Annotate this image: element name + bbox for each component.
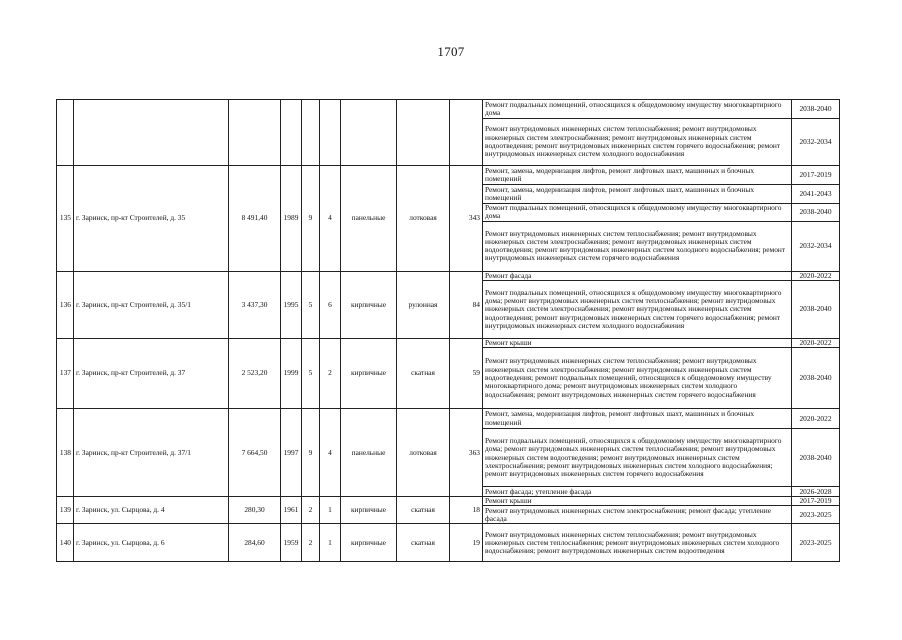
floors-count: 9 <box>302 166 320 272</box>
roof-type: рулонная <box>397 271 450 338</box>
work-period: 2026-2028 <box>792 487 840 497</box>
floors-count: 5 <box>302 271 320 338</box>
work-period: 2032-2034 <box>792 119 840 166</box>
entrances-count: 1 <box>320 524 341 562</box>
floors-count: 2 <box>302 497 320 524</box>
wall-material: кирпичные <box>341 497 397 524</box>
flats-count: 59 <box>450 338 483 408</box>
house-area: 284,60 <box>229 524 281 562</box>
row-number: 135 <box>57 166 74 272</box>
work-period: 2023-2025 <box>792 506 840 524</box>
house-address: г. Заринск, ул. Сырцова, д. 6 <box>74 524 229 562</box>
house-area: 7 664,50 <box>229 409 281 497</box>
work-description: Ремонт фасада <box>483 271 792 280</box>
work-period: 2023-2025 <box>792 524 840 562</box>
work-description: Ремонт, замена, модернизация лифтов, ремонт лифтовых шахт, машинных и блочных помещений <box>483 166 792 185</box>
wall-material: панельные <box>341 409 397 497</box>
work-period: 2038-2040 <box>792 280 840 338</box>
work-period: 2020-2022 <box>792 338 840 347</box>
house-address: г. Заринск, ул. Сырцова, д. 4 <box>74 497 229 524</box>
house-address: г. Заринск, пр-кт Строителей, д. 37 <box>74 338 229 408</box>
floors-count <box>302 100 320 166</box>
table-row <box>57 271 840 280</box>
work-description: Ремонт внутридомовых инженерных систем теплоснабжения; ремонт внутридомовых инженерных систем электроснабжения; ремонт внутридомовых инженерных систем водоотведения; ремонт внутридомовых инженерных систем холодного водоснабжения; ремонт внутридомовых инженерных систем горячего водоснабжения <box>483 221 792 271</box>
build-year <box>281 100 302 166</box>
table-row <box>57 497 840 506</box>
capital-repair-table <box>56 99 840 562</box>
flats-count: 343 <box>450 166 483 272</box>
build-year: 1997 <box>281 409 302 497</box>
house-address: г. Заринск, пр-кт Строителей, д. 35/1 <box>74 271 229 338</box>
wall-material: кирпичные <box>341 338 397 408</box>
work-description: Ремонт подвальных помещений, относящихся к общедомовому имуществу многоквартирного дома; ремонт внутридомовых инженерных систем теплоснабжения; ремонт внутридомовых инженерных систем водоотведения; ремонт внутридомовых инженерных систем электроснабжения; ремонт внутридомовых инженерных систем холодного водоснабжения; ремонт внутридомовых инженерных систем горячего водоснабжения <box>483 429 792 487</box>
work-description: Ремонт внутридомовых инженерных систем теплоснабжения; ремонт внутридомовых инженерных систем электроснабжения; ремонт внутридомовых инженерных систем водоотведения; ремонт подвальных помещений, относящихся к общедомовому имуществу многоквартирного дома; ремонт внутридомовых инженерных систем холодного водоснабжения; ремонт внутридомовых инженерных систем горячего водоснабжения <box>483 348 792 409</box>
table-row <box>57 338 840 347</box>
work-period: 2017-2019 <box>792 166 840 185</box>
entrances-count: 2 <box>320 338 341 408</box>
build-year: 1995 <box>281 271 302 338</box>
floors-count: 2 <box>302 524 320 562</box>
work-period: 2020-2022 <box>792 409 840 429</box>
work-period: 2038-2040 <box>792 204 840 222</box>
entrances-count: 6 <box>320 271 341 338</box>
build-year: 1999 <box>281 338 302 408</box>
row-number: 140 <box>57 524 74 562</box>
row-number: 139 <box>57 497 74 524</box>
house-area: 2 523,20 <box>229 338 281 408</box>
work-period: 2017-2019 <box>792 497 840 506</box>
table-row <box>57 409 840 429</box>
table-body <box>57 100 840 562</box>
work-period: 2032-2034 <box>792 221 840 271</box>
row-number: 136 <box>57 271 74 338</box>
flats-count: 19 <box>450 524 483 562</box>
wall-material: кирпичные <box>341 524 397 562</box>
work-description: Ремонт крыши <box>483 338 792 347</box>
entrances-count: 4 <box>320 166 341 272</box>
roof-type: лотковая <box>397 409 450 497</box>
entrances-count <box>320 100 341 166</box>
table-row <box>57 166 840 185</box>
work-description: Ремонт, замена, модернизация лифтов, ремонт лифтовых шахт, машинных и блочных помещений <box>483 185 792 204</box>
house-area: 8 491,40 <box>229 166 281 272</box>
work-period: 2038-2040 <box>792 348 840 409</box>
work-period: 2020-2022 <box>792 271 840 280</box>
build-year: 1961 <box>281 497 302 524</box>
house-area: 3 437,30 <box>229 271 281 338</box>
roof-type: скатная <box>397 338 450 408</box>
row-number: 138 <box>57 409 74 497</box>
work-period: 2038-2040 <box>792 429 840 487</box>
roof-type: лотковая <box>397 166 450 272</box>
table-row <box>57 524 840 562</box>
work-description: Ремонт крыши <box>483 497 792 506</box>
work-description: Ремонт фасада; утепление фасада <box>483 487 792 497</box>
house-address: г. Заринск, пр-кт Строителей, д. 35 <box>74 166 229 272</box>
roof-type <box>397 100 450 166</box>
work-description: Ремонт внутридомовых инженерных систем теплоснабжения; ремонт внутридомовых инженерных систем электроснабжения; ремонт внутридомовых инженерных систем водоотведения; ремонт внутридомовых инженерных систем горячего водоснабжения; ремонт внутридомовых инженерных систем холодного водоснабжения <box>483 119 792 166</box>
house-address <box>74 100 229 166</box>
row-number <box>57 100 74 166</box>
flats-count <box>450 100 483 166</box>
work-period: 2038-2040 <box>792 100 840 119</box>
roof-type: скатная <box>397 497 450 524</box>
flats-count: 363 <box>450 409 483 497</box>
build-year: 1959 <box>281 524 302 562</box>
work-description: Ремонт внутридомовых инженерных систем теплоснабжения; ремонт внутридомовых инженерных систем теплоснабжения; ремонт внутридомовых инженерных систем холодного водоснабжения; ремонт внутридомовых инженерных систем водоотведения <box>483 524 792 562</box>
table-row <box>57 100 840 119</box>
row-number: 137 <box>57 338 74 408</box>
floors-count: 5 <box>302 338 320 408</box>
flats-count: 18 <box>450 497 483 524</box>
wall-material: кирпичные <box>341 271 397 338</box>
page-number: 1707 <box>437 44 465 59</box>
house-address: г. Заринск, пр-кт Строителей, д. 37/1 <box>74 409 229 497</box>
wall-material: панельные <box>341 166 397 272</box>
work-description: Ремонт внутридомовых инженерных систем электроснабжения; ремонт фасада; утепление фасада <box>483 506 792 524</box>
entrances-count: 4 <box>320 409 341 497</box>
roof-type: скатная <box>397 524 450 562</box>
wall-material <box>341 100 397 166</box>
work-description: Ремонт подвальных помещений, относящихся к общедомовому имуществу многоквартирного дома <box>483 100 792 119</box>
work-description: Ремонт, замена, модернизация лифтов, ремонт лифтовых шахт, машинных и блочных помещений <box>483 409 792 429</box>
house-area <box>229 100 281 166</box>
work-period: 2041-2043 <box>792 185 840 204</box>
work-description: Ремонт подвальных помещений, относящихся к общедомовому имуществу многоквартирного дома <box>483 204 792 222</box>
flats-count: 84 <box>450 271 483 338</box>
floors-count: 9 <box>302 409 320 497</box>
build-year: 1989 <box>281 166 302 272</box>
house-area: 280,30 <box>229 497 281 524</box>
work-description: Ремонт подвальных помещений, относящихся к общедомовому имуществу многоквартирного дома; ремонт внутридомовых инженерных систем теплоснабжения; ремонт внутридомовых инженерных систем электроснабжения; ремонт внутридомовых инженерных систем водоотведения; ремонт внутридомовых инженерных систем горячего водоснабжения; ремонт внутридомовых инженерных систем холодного водоснабжения <box>483 280 792 338</box>
entrances-count: 1 <box>320 497 341 524</box>
